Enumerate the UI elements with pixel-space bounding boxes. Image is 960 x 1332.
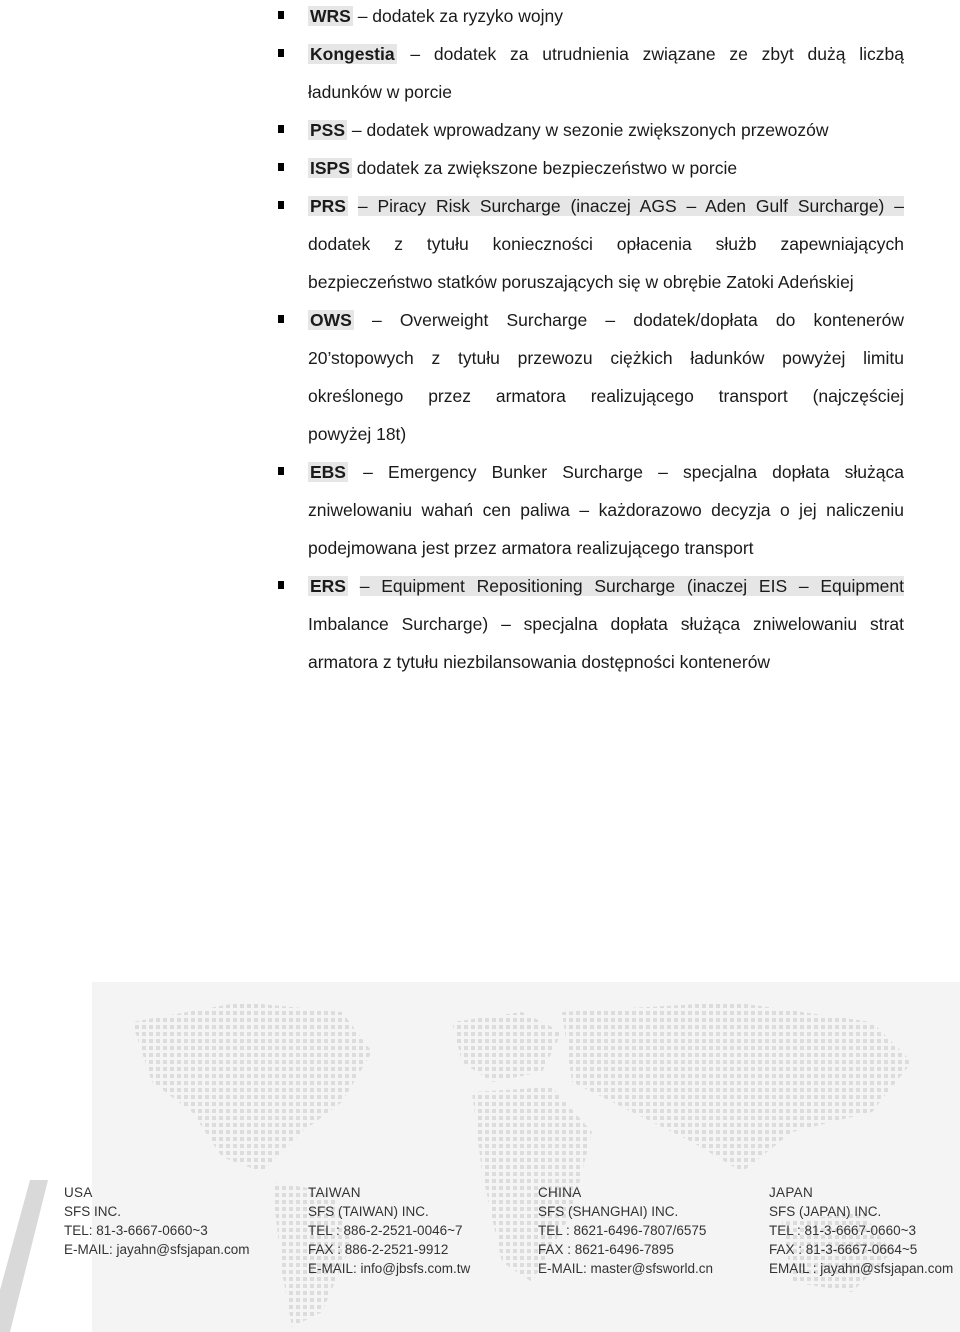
surcharge-item-ows <box>308 301 904 453</box>
surcharge-text: podejmowana jest przez armatora realizującego transport <box>308 538 754 558</box>
office-company: SFS INC. <box>64 1204 122 1219</box>
office-country: TAIWAN <box>308 1185 361 1200</box>
office-country: USA <box>64 1185 93 1200</box>
office-email: E-MAIL: info@jbsfs.com.tw <box>308 1261 471 1276</box>
office-tel: TEL: 81-3-6667-0660~3 <box>64 1223 208 1238</box>
surcharge-text: PSS – dodatek wprowadzany w sezonie zwiększonych przewozów <box>310 120 829 140</box>
office-fax: FAX : 8621-6496-7895 <box>538 1242 674 1257</box>
office-company: SFS (SHANGHAI) INC. <box>538 1204 679 1219</box>
surcharge-item-ers <box>308 567 904 681</box>
office-company: SFS (JAPAN) INC. <box>769 1204 882 1219</box>
surcharge-text: 20’stopowych z tytułu przewozu ciężkich ładunków powyżej limitu <box>308 348 904 368</box>
bullet-icon <box>278 467 284 475</box>
office-usa <box>64 1183 250 1259</box>
surcharge-abbr: EBS <box>310 462 346 482</box>
decorative-slash <box>0 1180 50 1332</box>
surcharge-text: bezpieczeństwo statków poruszających się w obrębie Zatoki Adeńskiej <box>308 272 854 292</box>
surcharge-abbr: ERS <box>310 576 346 596</box>
surcharge-item-prs <box>308 187 904 301</box>
surcharge-abbr: OWS <box>310 310 352 330</box>
surcharge-item-kongestia <box>308 35 904 111</box>
surcharge-abbr: WRS <box>310 6 351 26</box>
office-tel: TEL : 81-3-6667-0660~3 <box>769 1223 916 1238</box>
surcharge-text: OWS – Overweight Surcharge – dodatek/dopłata do kontenerów <box>310 310 904 330</box>
office-taiwan <box>308 1183 470 1278</box>
surcharge-text: ISPS dodatek za zwiększone bezpieczeństwo w porcie <box>310 158 738 178</box>
office-tel: TEL : 886-2-2521-0046~7 <box>308 1223 463 1238</box>
bullet-icon <box>278 315 284 323</box>
surcharge-text: powyżej 18t) <box>308 424 407 444</box>
office-fax: FAX : 81-3-6667-0664~5 <box>769 1242 918 1257</box>
surcharge-text: Kongestia – dodatek za utrudnienia związane ze zbyt dużą liczbą <box>310 44 904 64</box>
surcharge-text: ERS – Equipment Repositioning Surcharge (inaczej EIS – Equipment <box>310 576 904 596</box>
office-china <box>538 1183 713 1278</box>
surcharge-text: dodatek z tytułu konieczności opłacenia służb zapewniających <box>308 234 904 254</box>
office-email: E-MAIL: jayahn@sfsjapan.com <box>64 1242 250 1257</box>
bullet-icon <box>278 201 284 209</box>
bullet-icon <box>278 125 284 133</box>
surcharge-text: EBS – Emergency Bunker Surcharge – specjalna dopłata służąca <box>310 462 904 482</box>
office-country: CHINA <box>538 1185 582 1200</box>
bullet-icon <box>278 163 284 171</box>
surcharge-abbr: PRS <box>310 196 346 216</box>
office-fax: FAX : 886-2-2521-9912 <box>308 1242 449 1257</box>
surcharge-item-pss <box>308 111 904 149</box>
surcharge-text: zniwelowaniu wahań cen paliwa – każdorazowo decyzja o jej naliczeniu <box>308 500 904 520</box>
footer-banner <box>92 982 960 1332</box>
surcharge-text: określonego przez armatora realizującego transport (najczęściej <box>308 386 904 406</box>
bullet-icon <box>278 581 284 589</box>
surcharge-text: ładunków w porcie <box>308 82 452 102</box>
surcharge-text: PRS – Piracy Risk Surcharge (inaczej AGS – Aden Gulf Surcharge) – <box>310 196 904 216</box>
bullet-icon <box>278 49 284 57</box>
surcharge-item-wrs <box>308 0 904 35</box>
world-map-illustration <box>92 982 960 1332</box>
surcharge-text: Imbalance Surcharge) – specjalna dopłata służąca zniwelowaniu strat <box>308 614 904 634</box>
surcharge-abbr: ISPS <box>310 158 350 178</box>
office-japan <box>769 1183 953 1278</box>
office-email: EMAIL : jayahn@sfsjapan.com <box>769 1261 954 1276</box>
surcharge-item-ebs <box>308 453 904 567</box>
surcharge-abbr: PSS <box>310 120 346 140</box>
surcharge-text: WRS – dodatek za ryzyko wojny <box>310 6 563 26</box>
surcharge-abbr: Kongestia <box>310 44 395 64</box>
office-country: JAPAN <box>769 1185 814 1200</box>
office-email: E-MAIL: master@sfsworld.cn <box>538 1261 713 1276</box>
surcharge-item-isps <box>308 149 904 187</box>
office-company: SFS (TAIWAN) INC. <box>308 1204 429 1219</box>
office-tel: TEL : 8621-6496-7807/6575 <box>538 1223 707 1238</box>
surcharge-text: armatora z tytułu niezbilansowania dostępności kontenerów <box>308 652 771 672</box>
bullet-icon <box>278 11 284 19</box>
